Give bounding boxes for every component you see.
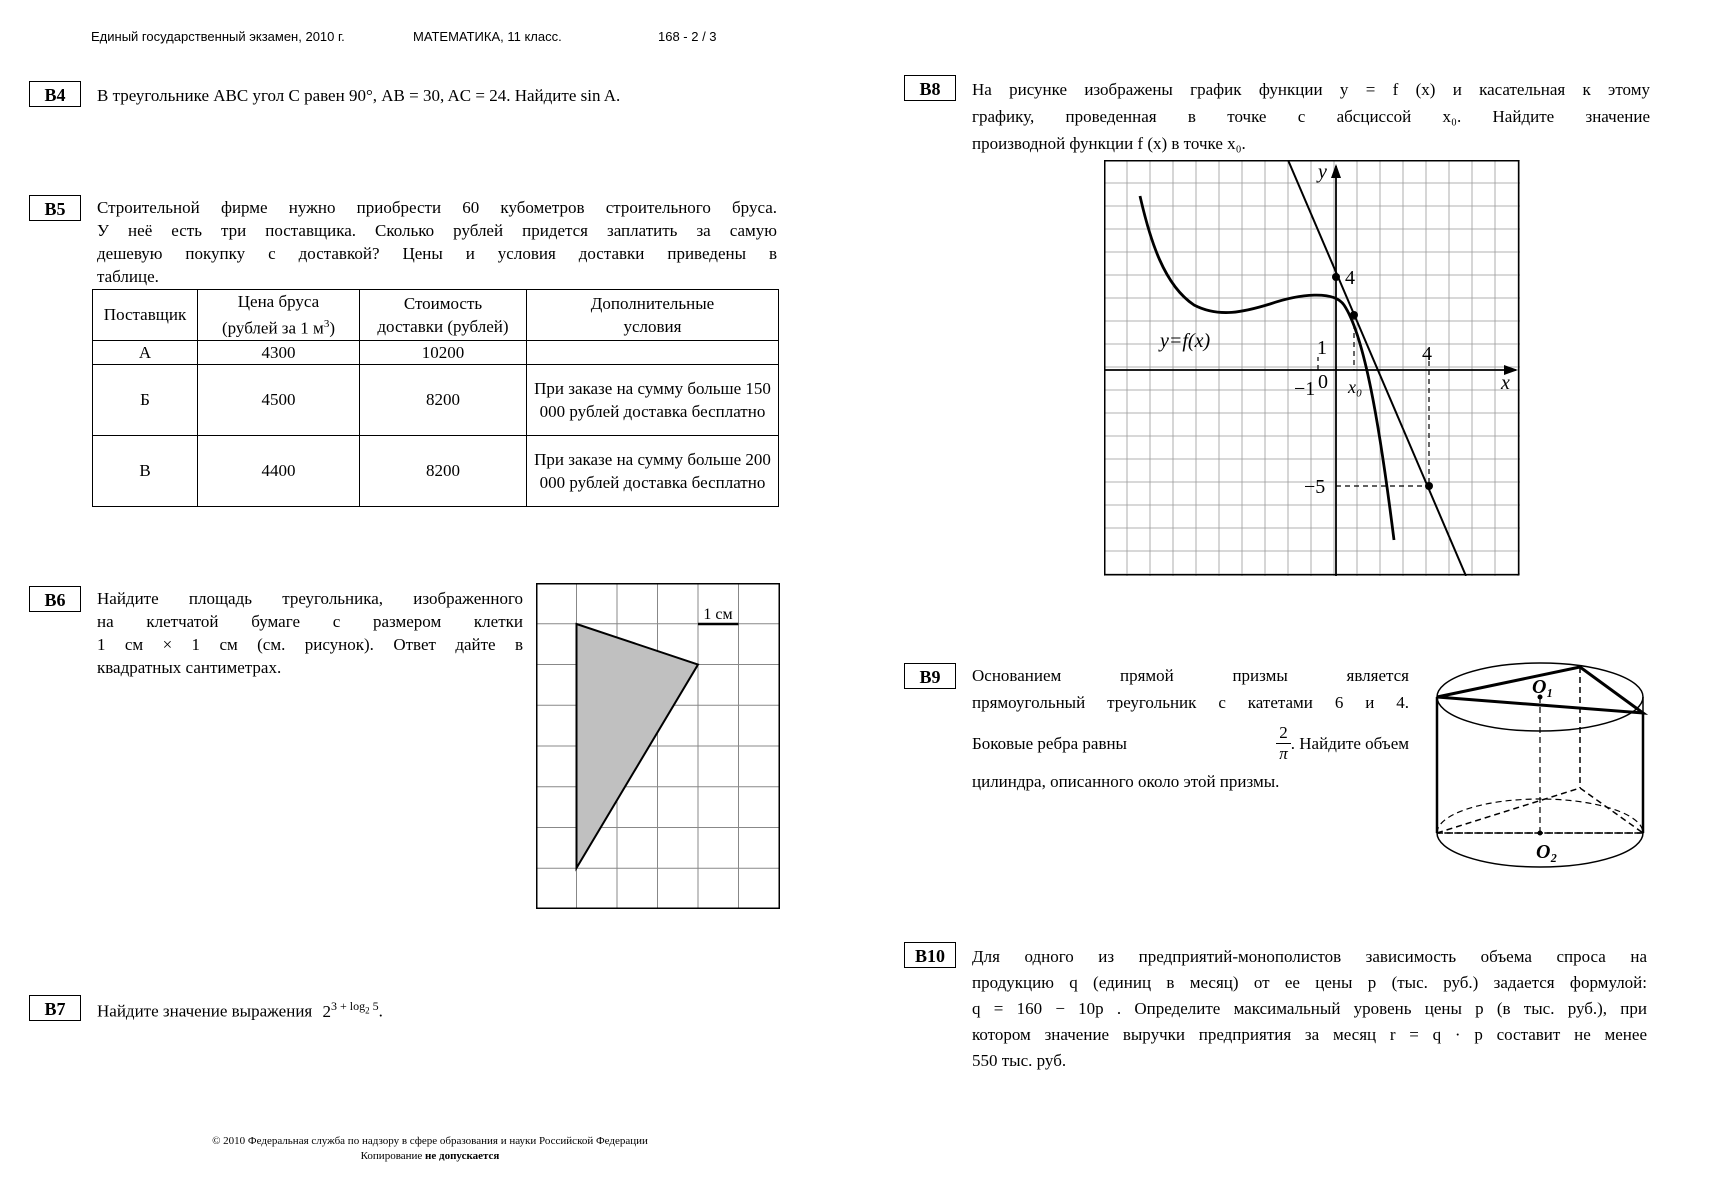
- b7-expr-base: 2: [322, 1001, 331, 1021]
- tick-label-0: 0: [1318, 371, 1328, 393]
- cell-extra: При заказе на сумму больше 150 000 рублей доставка бесплатно: [527, 364, 779, 435]
- th-extra: Дополнительные условия: [527, 290, 779, 341]
- b9-line-4: цилиндра, описанного около этой призмы.: [972, 772, 1280, 791]
- task-b7-text: [97, 995, 597, 1023]
- supplier-table: [92, 289, 779, 507]
- tick-label-1-y: 1: [1317, 337, 1327, 359]
- b10-line-2: продукцию q (единиц в месяц) от ее цены p (тыс. руб.) задается формулой:: [972, 973, 1647, 992]
- task-label-b6: B6: [29, 586, 81, 612]
- curve-label: y=f(x): [1160, 330, 1211, 352]
- task-b10-text: [972, 944, 1647, 1074]
- task-label-b4: B4: [29, 81, 81, 107]
- cell-supplier: Б: [93, 364, 198, 435]
- tick-label-neg5: −5: [1304, 476, 1326, 498]
- b8-line-3: производной функции f (x) в точке x₀.: [972, 134, 1246, 153]
- task-b5-text: [97, 196, 777, 288]
- th-delivery: Стоимость доставки (рублей): [360, 290, 527, 341]
- b9-frac-den: π: [1279, 743, 1288, 763]
- b9-fraction: [1276, 723, 1291, 764]
- b10-line-3: q = 160 − 10p . Определите максимальный уровень цены p (в тыс. руб.), при: [972, 999, 1647, 1018]
- task-b6-text: [97, 587, 523, 679]
- task-b9-text: [972, 664, 1409, 793]
- y-axis-label: y: [1318, 161, 1327, 183]
- b5-line-1: Строительной фирме нужно приобрести 60 кубометров строительного бруса.: [97, 198, 777, 217]
- cell-price: 4500: [198, 364, 360, 435]
- table-row: [93, 340, 779, 364]
- b8-line-2: графику, проведенная в точке с абсциссой x₀. Найдите значение: [972, 107, 1650, 126]
- header-subject: МАТЕМАТИКА, 11 класс.: [413, 29, 562, 44]
- o2-label: O₂: [1536, 841, 1558, 863]
- th-price: Цена бруса (рублей за 1 $м^3$): [198, 290, 360, 341]
- cell-extra: [527, 340, 779, 364]
- b6-line-1: Найдите площадь треугольника, изображенного: [97, 589, 523, 608]
- x-axis-label: x: [1501, 372, 1510, 394]
- b7-expr-exp2: 5: [369, 999, 379, 1013]
- b6-line-3: 1 см × 1 см (см. рисунок). Ответ дайте в: [97, 635, 523, 654]
- b6-line-4: квадратных сантиметрах.: [97, 658, 282, 677]
- footer-copy-a: Копирование: [360, 1150, 426, 1162]
- cell-supplier: А: [93, 340, 198, 364]
- scale-label: 1 см: [703, 606, 733, 623]
- cell-extra: При заказе на сумму больше 200 000 рублей доставка бесплатно: [527, 435, 779, 506]
- graph-grid: [1104, 160, 1520, 576]
- b5-line-2: У неё есть три поставщика. Сколько рублей придется заплатить за самую: [97, 221, 777, 240]
- task-label-b7: B7: [29, 995, 81, 1021]
- footer-copy-notice: [130, 1150, 730, 1162]
- task-b8-text: [972, 76, 1650, 157]
- table-row: [93, 364, 779, 435]
- cell-price: 4400: [198, 435, 360, 506]
- b9-line-2: прямоугольный треугольник с катетами 6 и 4.: [972, 693, 1409, 712]
- b5-line-3: дешевую покупку с доставкой? Цены и условия доставки приведены в: [97, 244, 777, 263]
- tangent-point-4: [1425, 482, 1433, 490]
- tangent-point-x0: [1350, 311, 1358, 319]
- function-graph: [1104, 160, 1520, 576]
- tangent-line: [1288, 160, 1466, 576]
- b7-expr-sub: 2: [365, 1005, 370, 1016]
- b7-tail: .: [378, 1001, 383, 1021]
- cell-delivery: 8200: [360, 364, 527, 435]
- table-row: [93, 435, 779, 506]
- footer-copy-b: не допускается: [425, 1150, 500, 1162]
- b9-line-3: [972, 720, 1409, 766]
- task-label-b9: B9: [904, 663, 956, 689]
- cell-delivery: 8200: [360, 435, 527, 506]
- y-axis-arrow-icon: [1331, 164, 1341, 178]
- task-label-b5: B5: [29, 195, 81, 221]
- triangle-grid-figure: [536, 583, 780, 909]
- footer-copyright: © 2010 Федеральная служба по надзору в сфере образования и науки Российской Федерации: [212, 1135, 648, 1147]
- header-exam: Единый государственный экзамен, 2010 г.: [91, 29, 345, 44]
- b9-line-3a: Боковые ребра равны: [972, 733, 1127, 753]
- tick-label-4-y: 4: [1345, 267, 1355, 289]
- b7-text: Найдите значение выражения: [97, 1001, 313, 1021]
- b10-line-4: котором значение выручки предприятия за месяц r = q · p составит не менее: [972, 1025, 1647, 1044]
- b8-line-1: На рисунке изображены график функции y = f (x) и касательная к этому: [972, 80, 1650, 99]
- b5-line-4: таблице.: [97, 267, 159, 286]
- th-supplier: Поставщик: [93, 290, 198, 341]
- cylinder-prism-figure: [1430, 655, 1650, 880]
- b6-line-2: на клетчатой бумаге с размером клетки: [97, 612, 523, 631]
- cell-supplier: В: [93, 435, 198, 506]
- table-header-row: [93, 290, 779, 341]
- tangent-point-y-intercept: [1332, 273, 1340, 281]
- tick-label-x0: x₀: [1348, 377, 1363, 397]
- tick-label-neg1: −1: [1294, 378, 1316, 400]
- cell-delivery: 10200: [360, 340, 527, 364]
- task-label-b10: B10: [904, 942, 956, 968]
- o1-label: O₁: [1532, 676, 1554, 698]
- function-curve: [1140, 196, 1394, 540]
- b9-line-1: Основанием прямой призмы является: [972, 666, 1409, 685]
- b9-line-3b: . Найдите объем: [1290, 733, 1409, 753]
- b10-line-5: 550 тыс. руб.: [972, 1051, 1067, 1070]
- b9-frac-num: 2: [1276, 723, 1291, 744]
- task-b4-text: В треугольнике ABC угол C равен 90°, AB = 30, AC = 24. Найдите sin A.: [97, 86, 621, 105]
- tick-label-4-x: 4: [1422, 343, 1432, 365]
- header-page: 168 - 2 / 3: [658, 29, 717, 44]
- task-label-b8: B8: [904, 75, 956, 101]
- cell-price: 4300: [198, 340, 360, 364]
- b10-line-1: Для одного из предприятий-монополистов зависимость объема спроса на: [972, 947, 1647, 966]
- b7-expr-exp: 3 + log: [330, 999, 366, 1013]
